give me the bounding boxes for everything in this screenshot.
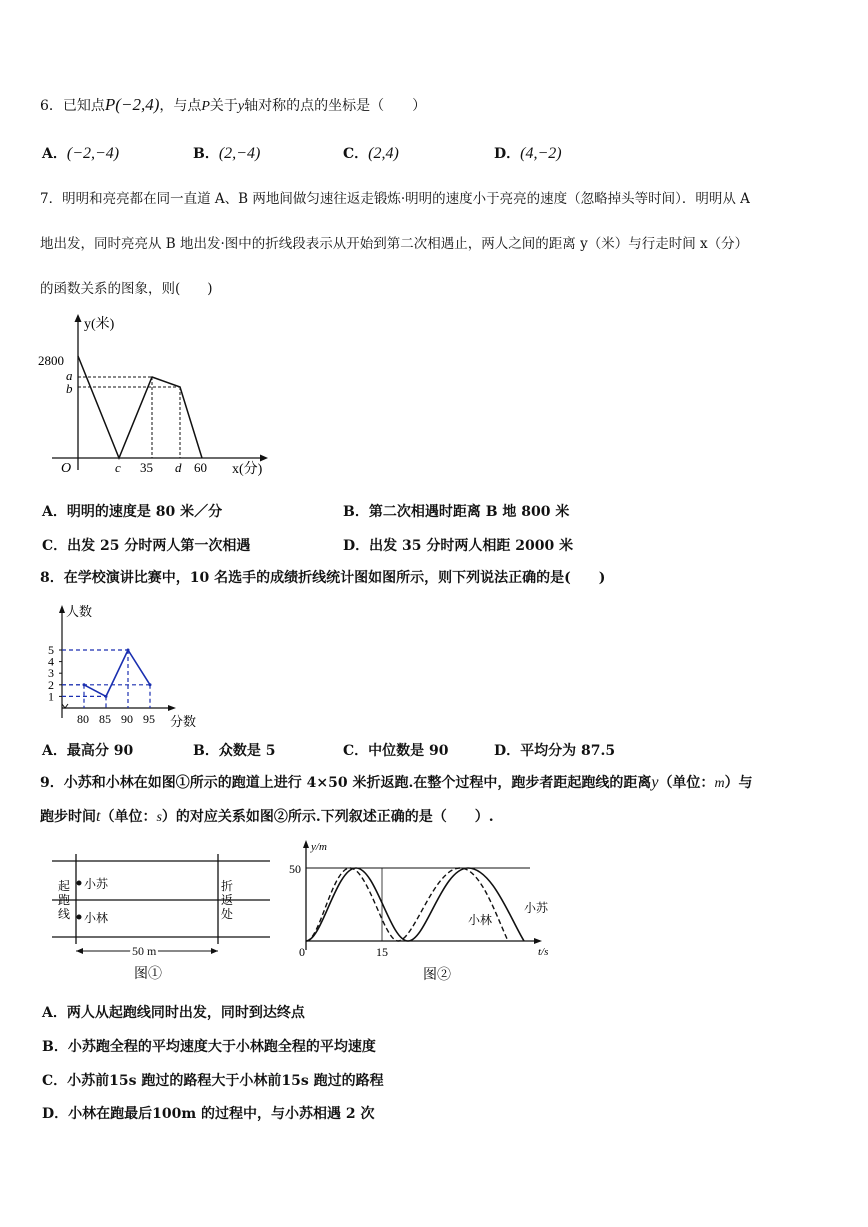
- fig2-label-lin: 小林: [468, 913, 493, 927]
- q8-data-point: [149, 683, 152, 686]
- q7-distance-line: [78, 356, 202, 458]
- q9-figure1-track: [52, 848, 282, 998]
- q7-ytick-b: b: [66, 381, 73, 396]
- q7-graph: [36, 310, 276, 480]
- q8-series-line: [84, 650, 150, 696]
- q6-option-a[interactable]: A．(−2,−4): [42, 145, 120, 162]
- q6-option-c[interactable]: C．(2,4): [343, 145, 399, 162]
- q8-ytick-label: 2: [48, 677, 54, 692]
- q7-xtick-c: c: [115, 460, 121, 475]
- q7-xtick-d: d: [175, 460, 182, 475]
- track-width-label: 50 m: [132, 944, 157, 958]
- fig2-origin: 0: [299, 945, 305, 959]
- q9-option-d[interactable]: D．小林在跑最后100m 的过程中，与小苏相遇 2 次: [42, 1106, 375, 1122]
- q9-option-b[interactable]: B．小苏跑全程的平均速度大于小林跑全程的平均速度: [42, 1039, 376, 1055]
- fig2-label-su: 小苏: [524, 901, 549, 915]
- fig2-ylabel: y/m: [311, 841, 327, 853]
- curve-su: [306, 868, 524, 941]
- q7-stem-line2: 地出发，同时亮亮从 B 地出发·图中的折线段表示从开始到第二次相遇止，两人之间的距离 y（米）与行走时间 x（分）: [40, 236, 749, 252]
- fig2-xlabel: t/s: [538, 946, 549, 958]
- q9-figure2-graph: [289, 838, 572, 988]
- q9-option-c[interactable]: C．小苏前15s 跑过的路程大于小林前15s 跑过的路程: [42, 1073, 384, 1089]
- q7-option-c[interactable]: C．出发 25 分时两人第一次相遇: [42, 538, 251, 554]
- svg-text:跑: 跑: [58, 893, 71, 907]
- q9-stem-line2: 跑步时间t（单位：s）的对应关系如图②所示.下列叙述正确的是（ ）.: [40, 808, 494, 825]
- q9-stem-line1: 9．小苏和小林在如图①所示的跑道上进行 4×50 米折返跑.在整个过程中，跑步者距起跑线的距离y（单位：m）与: [40, 774, 753, 791]
- svg-text:返: 返: [221, 893, 234, 907]
- q8-xtick-label: 85: [99, 712, 111, 726]
- q8-ytick-label: 3: [48, 666, 54, 681]
- q8-ytick-label: 4: [48, 654, 54, 669]
- q8-option-c[interactable]: C．中位数是 90: [343, 743, 449, 759]
- fig2-ytick-50: 50: [289, 862, 301, 876]
- q8-option-b[interactable]: B．众数是 5: [193, 743, 276, 759]
- q8-ylabel: 人数: [66, 604, 93, 619]
- svg-text:线: 线: [58, 907, 71, 921]
- q7-ytick-2800: 2800: [38, 353, 64, 368]
- q8-option-a[interactable]: A．最高分 90: [42, 743, 134, 759]
- q8-option-d[interactable]: D．平均分为 87.5: [494, 743, 616, 759]
- q8-ytick-label: 1: [48, 689, 54, 704]
- q6-option-d[interactable]: D．(4,−2): [494, 145, 562, 162]
- q7-ytick-a: a: [66, 368, 73, 383]
- q8-line-chart: [36, 600, 206, 730]
- runner-su-dot: [77, 881, 82, 886]
- q8-stem: 8．在学校演讲比赛中，10 名选手的成绩折线统计图如图所示，则下列说法正确的是( ): [40, 570, 606, 586]
- q8-xlabel: 分数: [170, 714, 197, 729]
- q7-option-a[interactable]: A．明明的速度是 80 米／分: [42, 504, 223, 520]
- q7-xlabel: x(分): [232, 462, 263, 477]
- q8-data-point: [105, 695, 108, 698]
- runner-lin-dot: [77, 915, 82, 920]
- runner-lin-label: 小林: [84, 911, 109, 925]
- q6-option-b[interactable]: B．(2,−4): [193, 145, 261, 162]
- q9-option-a[interactable]: A．两人从起跑线同时出发，同时到达终点: [42, 1005, 305, 1021]
- q8-xtick-label: 90: [121, 712, 133, 726]
- q8-xtick-label: 95: [143, 712, 155, 726]
- q8-ytick-label: 5: [48, 643, 54, 657]
- q7-xtick-60: 60: [194, 460, 207, 475]
- svg-text:起: 起: [58, 879, 71, 893]
- q6-stem: 6．已知点P(−2,4)，与点P关于y轴对称的点的坐标是（ ）: [40, 95, 427, 114]
- svg-text:处: 处: [221, 907, 234, 921]
- q7-stem-line1: 7．明明和亮亮都在同一直道 A、B 两地间做匀速往返走锻炼·明明的速度小于亮亮的速度（忽略掉头等时间）．明明从 A: [40, 191, 750, 207]
- svg-text:折: 折: [221, 879, 234, 893]
- fig2-xtick-15: 15: [376, 945, 388, 959]
- q7-option-d[interactable]: D．出发 35 分时两人相距 2000 米: [343, 538, 574, 554]
- q8-data-point: [83, 683, 86, 686]
- q7-stem-line3: 的函数关系的图象，则( ): [40, 281, 213, 297]
- q7-option-b[interactable]: B．第二次相遇时距离 B 地 800 米: [343, 504, 570, 520]
- curve-lin: [306, 868, 508, 941]
- figure2-caption: 图②: [423, 968, 451, 983]
- figure1-caption: 图①: [134, 967, 162, 982]
- q7-ylabel: y(米): [84, 317, 115, 332]
- q8-xtick-label: 80: [77, 712, 89, 726]
- q7-origin: O: [61, 461, 72, 476]
- q7-xtick-35: 35: [140, 460, 153, 475]
- q8-data-point: [127, 649, 130, 652]
- runner-su-label: 小苏: [84, 877, 109, 891]
